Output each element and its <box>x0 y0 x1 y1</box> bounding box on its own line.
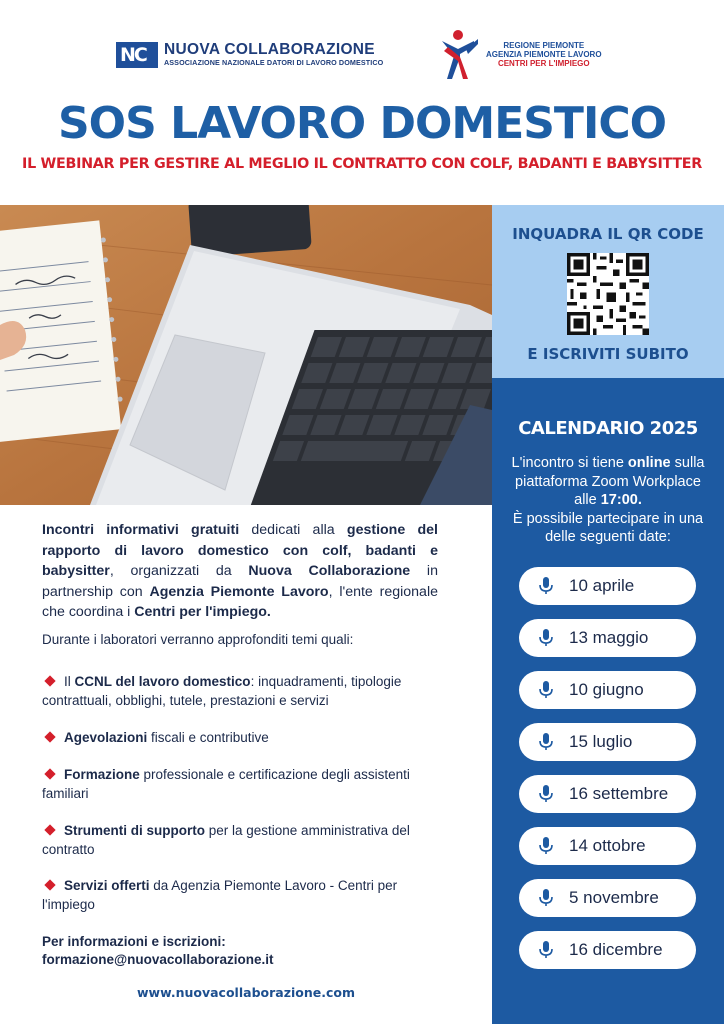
date-text: 10 aprile <box>569 576 635 595</box>
date-text: 16 dicembre <box>569 940 663 959</box>
date-pill <box>519 879 696 917</box>
microphone-icon <box>539 629 553 647</box>
date-text: 15 luglio <box>569 732 633 751</box>
rp-logo-line3: CENTRI PER L'IMPIEGO <box>497 58 590 68</box>
date-pill <box>519 931 696 969</box>
diamond-bullet-icon <box>44 879 55 890</box>
website-link[interactable]: www.nuovacollaborazione.com <box>137 985 355 1000</box>
date-text: 14 ottobre <box>569 836 646 855</box>
page-title: SOS LAVORO DOMESTICO <box>57 98 667 149</box>
diamond-bullet-icon <box>44 768 55 779</box>
date-text: 13 maggio <box>569 628 649 647</box>
calendar-intro: L'incontro si tiene online sulla piattaforma Zoom Workplace alle 17:00. È possibile partecipare in una delle seguenti date: <box>511 455 705 545</box>
date-text: 16 settembre <box>569 784 669 803</box>
diamond-bullet-icon <box>44 675 55 686</box>
nc-logo-mark: NC <box>116 42 158 68</box>
date-pill <box>519 723 696 761</box>
microphone-icon <box>539 837 553 855</box>
date-text: 10 giugno <box>569 680 644 699</box>
calendar-section <box>492 378 724 1024</box>
topics-lead: Durante i laboratori verranno approfonditi temi quali: <box>42 632 354 647</box>
microphone-icon <box>539 785 553 803</box>
topic-item: Il CCNL del lavoro domestico: inquadramenti, tipologie contrattuali, obblighi, tutele, prestazioni e servizi <box>42 674 402 708</box>
qr-section <box>492 205 724 378</box>
topic-item: Agevolazioni fiscali e contributive <box>42 729 438 748</box>
topic-item: Servizi offerti da Agenzia Piemonte Lavoro - Centri per l'impiego <box>42 878 398 912</box>
nuova-collaborazione-logo <box>116 40 383 70</box>
nc-logo-name: NUOVA COLLABORAZIONE <box>164 41 375 58</box>
microphone-icon <box>539 941 553 959</box>
date-text: 5 novembre <box>569 888 659 907</box>
date-pill <box>519 619 696 657</box>
rp-logo-line1: REGIONE PIEMONTE <box>503 40 585 50</box>
qr-title: INQUADRA IL QR CODE <box>512 225 704 243</box>
date-pill <box>519 827 696 865</box>
topic-item: Strumenti di supporto per la gestione amministrativa del contratto <box>42 823 410 857</box>
regione-piemonte-figure-icon <box>438 27 482 81</box>
info-email-link[interactable]: formazione@nuovacollaborazione.it <box>42 952 274 967</box>
laptop-desk-photo <box>0 205 492 505</box>
nc-logo-tagline: ASSOCIAZIONE NAZIONALE DATORI DI LAVORO DOMESTICO <box>164 58 384 67</box>
microphone-icon <box>539 733 553 751</box>
diamond-bullet-icon <box>44 731 55 742</box>
microphone-icon <box>539 681 553 699</box>
diamond-bullet-icon <box>44 824 55 835</box>
info-label: Per informazioni e iscrizioni: <box>42 934 226 949</box>
date-pill <box>519 775 696 813</box>
rp-logo-line2: AGENZIA PIEMONTE LAVORO <box>486 49 602 59</box>
qr-code-icon[interactable] <box>567 253 649 335</box>
date-pill <box>519 671 696 709</box>
date-pill <box>519 567 696 605</box>
calendar-title: CALENDARIO 2025 <box>518 418 698 439</box>
intro-paragraph: Incontri informativi gratuiti dedicati alla gestione del rapporto di lavoro domestico con colf, badanti e babysitter, organizzati da Nuova Collaborazione in partnership con Agenzia Piemonte Lavoro, l'ente regionale che coordina i Centri per l'impiego. <box>42 522 438 620</box>
regione-piemonte-logo <box>438 27 602 81</box>
microphone-icon <box>539 577 553 595</box>
qr-subtitle: E ISCRIVITI SUBITO <box>527 345 689 363</box>
page-subtitle: IL WEBINAR PER GESTIRE AL MEGLIO IL CONTRATTO CON COLF, BADANTI E BABYSITTER <box>22 156 702 172</box>
topic-item: Formazione professionale e certificazione degli assistenti familiari <box>42 767 410 801</box>
microphone-icon <box>539 889 553 907</box>
